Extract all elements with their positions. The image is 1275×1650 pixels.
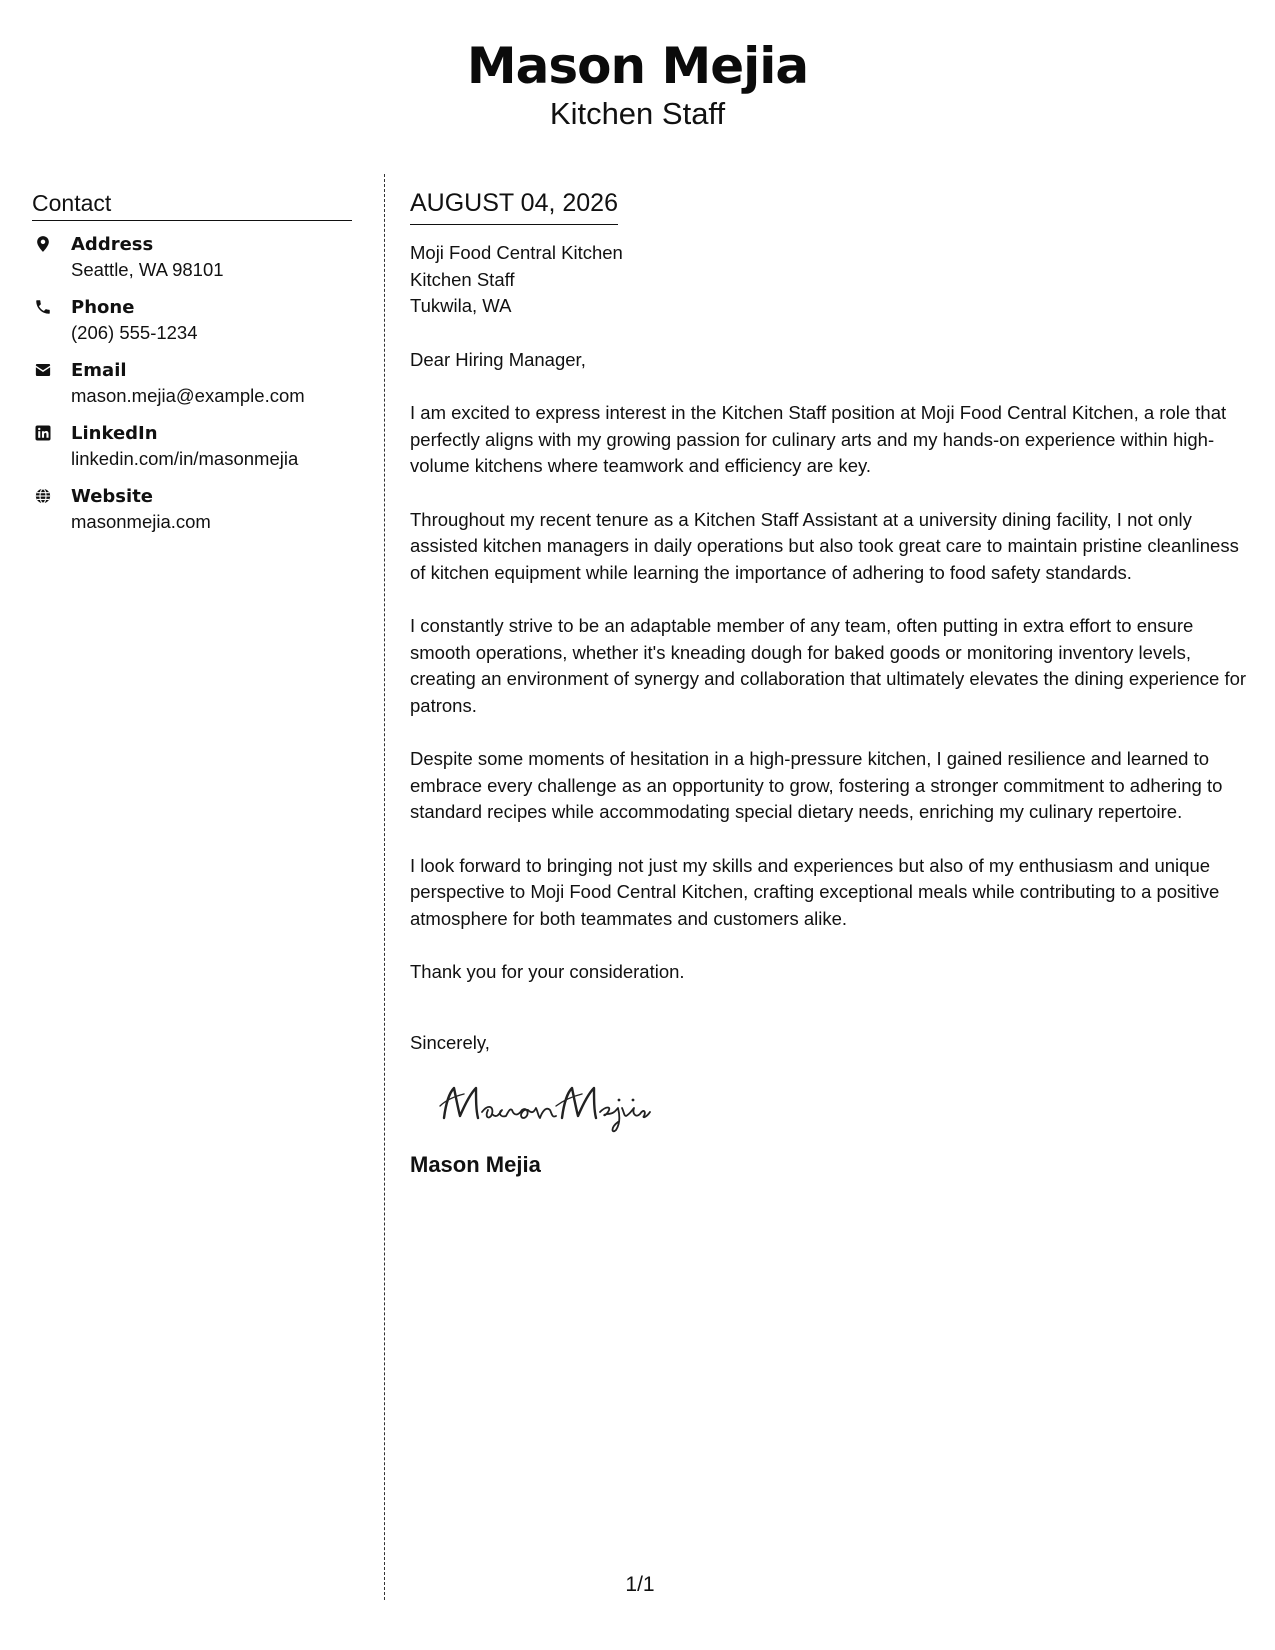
contact-label: Email: [71, 360, 127, 381]
page-number: 1/1: [625, 1573, 655, 1596]
contact-item-address: [32, 233, 352, 296]
letter-closing: Sincerely,: [410, 1031, 490, 1053]
contact-item-phone: [32, 296, 352, 359]
recipient-company: Moji Food Central Kitchen: [410, 242, 623, 263]
recipient-block: [410, 240, 1250, 320]
contact-label: Website: [71, 486, 154, 507]
letter-paragraph: Throughout my recent tenure as a Kitchen Staff Assistant at a university dining facility, I not only assisted kitchen managers in daily operations but also took great care to maintain pristine cleanliness of kitchen equipment while learning the importance of adhering to food safety standards.: [410, 508, 1239, 583]
globe-icon: [34, 487, 52, 505]
letter-paragraph: I constantly strive to be an adaptable member of any team, often putting in extra effort to ensure smooth operations, whether it's kneading dough for baked goods or monitoring inventory levels, creating an environment of synergy and collaboration that ultimately elevates the dining experience for patrons.: [410, 615, 1247, 716]
contact-sidebar: [32, 189, 352, 548]
letter-paragraph: I look forward to bringing not just my skills and experiences but also of my enthusiasm and unique perspective to Moji Food Central Kitchen, crafting exceptional meals while contributing to a positive atmosphere for both teammates and customers alike.: [410, 854, 1220, 929]
letter-paragraph: Thank you for your consideration.: [410, 961, 685, 982]
contact-value: Seattle, WA 98101: [71, 259, 224, 280]
contact-heading: Contact: [32, 189, 352, 221]
letter-paragraph: I am excited to express interest in the Kitchen Staff position at Moji Food Central Kitchen, a role that perfectly aligns with my growing passion for culinary arts and my hands-on experience within high-volume kitchens where teamwork and efficiency are key.: [410, 402, 1227, 476]
contact-label: Phone: [71, 297, 135, 318]
contact-label: LinkedIn: [71, 423, 158, 444]
linkedin-icon: [34, 424, 52, 442]
recipient-position: Kitchen Staff: [410, 268, 515, 290]
contact-value: masonmejia.com: [71, 511, 211, 532]
letter-date: AUGUST 04, 2026: [410, 188, 618, 225]
applicant-name: Mason Mejia: [466, 37, 809, 95]
handwritten-signature: [436, 1076, 676, 1134]
envelope-icon: [34, 361, 52, 379]
contact-value: (206) 555-1234: [71, 322, 198, 343]
contact-item-linkedin: [32, 422, 352, 485]
contact-list: [32, 233, 352, 548]
letter-paragraph: Despite some moments of hesitation in a high-pressure kitchen, I gained resilience and learned to embrace every challenge as an opportunity to grow, fostering a stronger commitment to adhering to standard recipes while accommodating special dietary needs, enriching my culinary repertoire.: [410, 748, 1223, 822]
contact-label: Address: [71, 234, 154, 255]
contact-item-email: [32, 359, 352, 422]
contact-value: mason.mejia@example.com: [71, 385, 305, 406]
signer-name: Mason Mejia: [410, 1152, 541, 1177]
phone-icon: [34, 298, 52, 316]
contact-item-website: [32, 485, 352, 548]
column-divider: [384, 174, 385, 1600]
map-pin-icon: [34, 235, 52, 253]
letter-header: [0, 36, 1275, 132]
letter-body: [410, 188, 1250, 1179]
letter-greeting: Dear Hiring Manager,: [410, 348, 586, 370]
contact-value: linkedin.com/in/masonmejia: [71, 448, 299, 469]
recipient-location: Tukwila, WA: [410, 295, 512, 316]
applicant-job-title: Kitchen Staff: [549, 96, 726, 131]
